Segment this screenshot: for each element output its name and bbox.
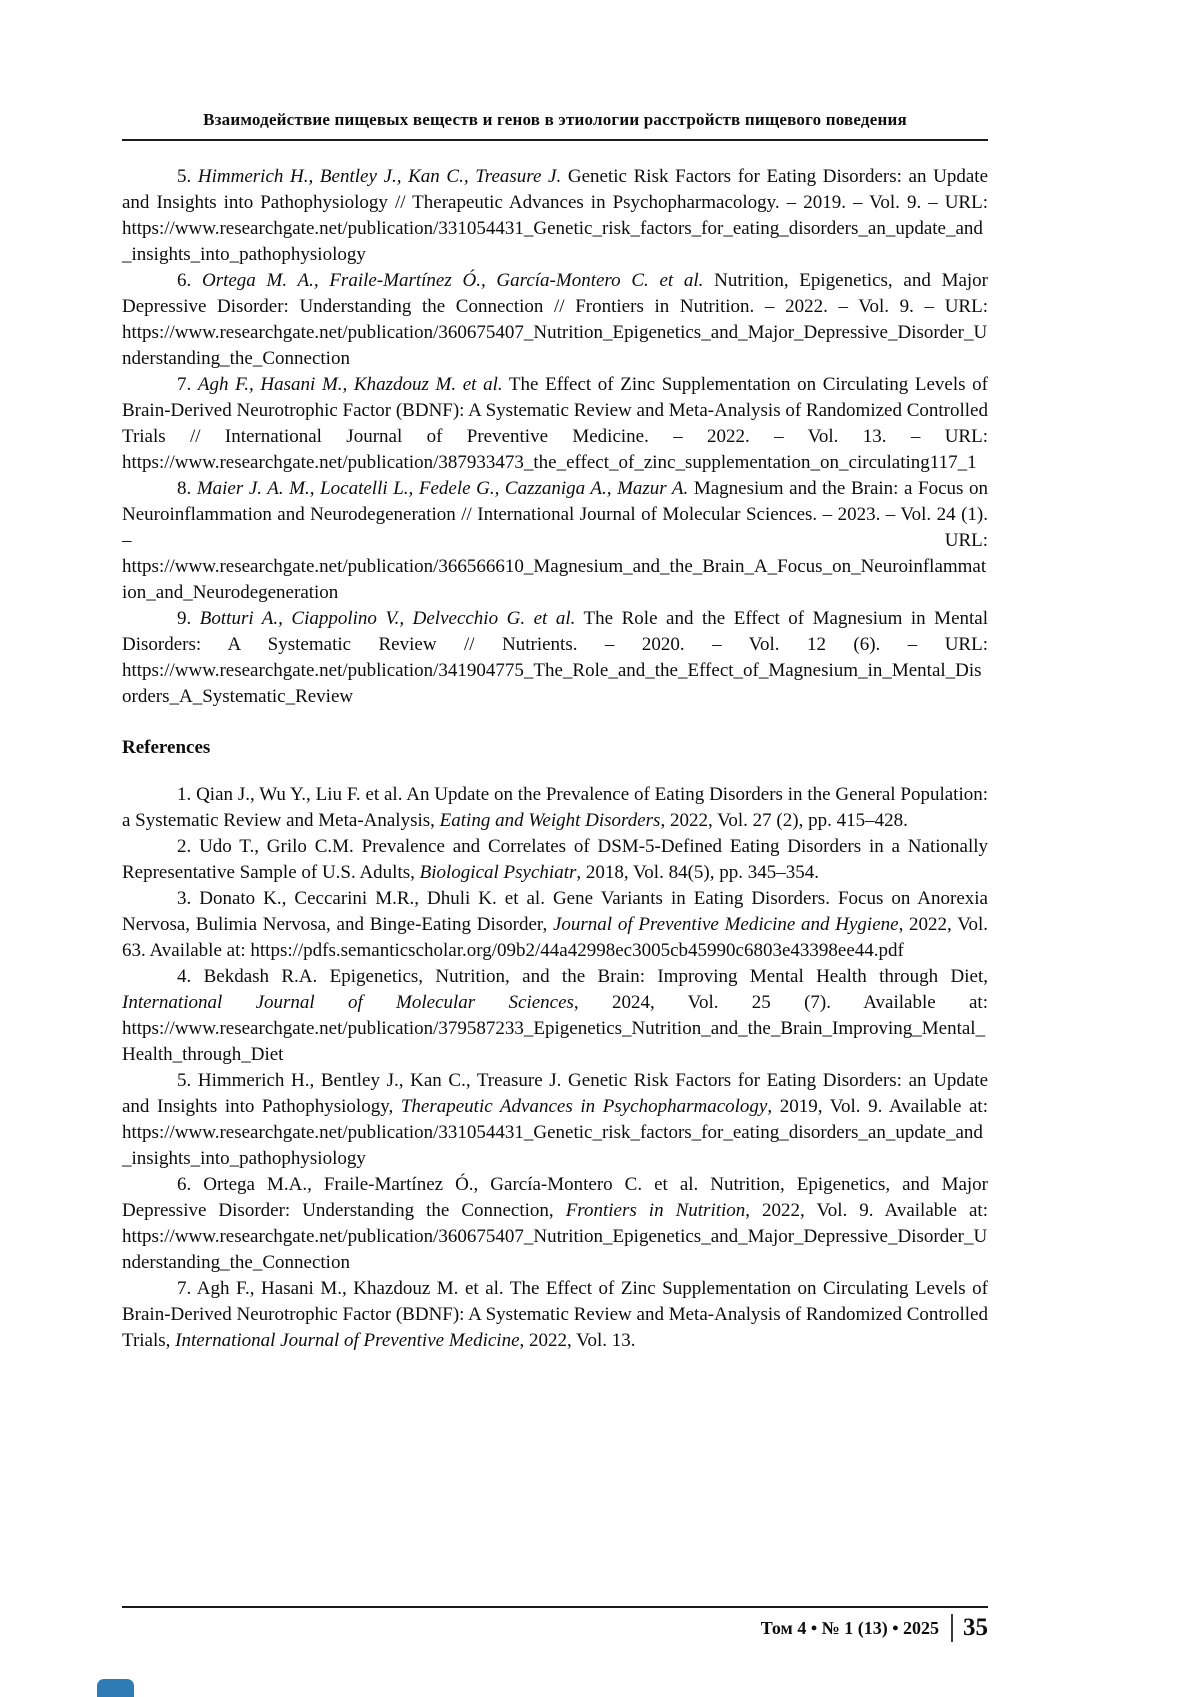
reference-text-segment: , 2022, Vol. 27 (2), pp. 415–428. — [660, 810, 908, 831]
reference-item — [122, 372, 988, 476]
corner-design-element — [97, 1679, 134, 1697]
reference-text-segment: 8. — [177, 478, 197, 499]
reference-text-segment: , 2022, Vol. 13. — [519, 1330, 636, 1351]
reference-text-segment: 7. Agh F., Hasani M., Khazdouz M. et al. The Effect of Zinc Supplementation on Circulating Levels of Brain-Derived Neurotrophic Factor (BDNF): A Systematic Review and Meta-Analysis of Randomized Controlled Trials, — [122, 1278, 988, 1351]
references-list — [122, 782, 988, 1354]
reference-item — [122, 1068, 988, 1172]
reference-text-segment: 6. Ortega M.A., Fraile-Martínez Ó., García-Montero C. et al. Nutrition, Epigenetics, and Major Depressive Disorder: Understanding the Connection, — [122, 1174, 988, 1221]
reference-text-segment: 1. Qian J., Wu Y., Liu F. et al. An Update on the Prevalence of Eating Disorders in the General Population: a Systematic Review and Meta-Analysis, — [122, 784, 988, 831]
reference-text-segment: The Role and the Effect of Magnesium in Mental Disorders: A Systematic Review // Nutrients. – 2020. – Vol. 12 (6). – URL: https://www.researchgate.net/publication/341904775_The_Role_and_the_Effect_of_Magnesium_in_Mental_Disorders_A_Systematic_Review — [122, 608, 989, 707]
reference-text-segment: Genetic Risk Factors for Eating Disorders: an Update and Insights into Pathophysiology // Therapeutic Advances in Psychopharmacology. – 2019. – Vol. 9. – URL: https://www.researchgate.net/publication/331054431_Genetic_risk_factors_for_eating_disorders_an_update_and_insights_into_pathophysiology — [122, 166, 989, 265]
issue-info: Том 4 • № 1 (13) • 2025 — [760, 1617, 939, 1638]
page-number: 35 — [963, 1614, 988, 1641]
reference-text-segment: 2. Udo T., Grilo C.M. Prevalence and Correlates of DSM-5-Defined Eating Disorders in a Nationally Representative Sample of U.S. Adults, — [122, 836, 988, 883]
footer-line — [122, 1608, 988, 1642]
reference-text-segment: Nutrition, Epigenetics, and Major Depressive Disorder: Understanding the Connection // Frontiers in Nutrition. – 2022. – Vol. 9. – URL: https://www.researchgate.net/publication/360675407_Nutrition_Epigenetics_and_Major_Depressive_Disorder_Understanding_the_Connection — [122, 270, 989, 369]
reference-italic-segment: Frontiers in Nutrition — [565, 1200, 746, 1221]
reference-text-segment: 6. — [177, 270, 202, 291]
reference-item — [122, 886, 988, 964]
page-footer — [122, 1606, 988, 1642]
reference-italic-segment: Himmerich H., Bentley J., Kan C., Treasure J. — [197, 166, 562, 187]
reference-item — [122, 606, 988, 710]
reference-text-segment: 5. Himmerich H., Bentley J., Kan C., Treasure J. Genetic Risk Factors for Eating Disorders: an Update and Insights into Pathophysiology, — [122, 1070, 988, 1117]
reference-text-segment: 4. Bekdash R.A. Epigenetics, Nutrition, and the Brain: Improving Mental Health through Diet, — [177, 966, 988, 987]
reference-item — [122, 1276, 988, 1354]
reference-text-segment: , 2022, Vol. 9. Available at: https://www.researchgate.net/publication/360675407_Nutrition_Epigenetics_and_Major_Depressive_Disorder_Understanding_the_Connection — [122, 1200, 988, 1273]
reference-text-segment: 7. — [177, 374, 198, 395]
reference-text-segment: 9. — [177, 608, 200, 629]
reference-text-segment: , 2024, Vol. 25 (7). Available at: https://www.researchgate.net/publication/379587233_Epigenetics_Nutrition_and_the_Brain_Improving_Mental_Health_through_Diet — [122, 992, 988, 1065]
reference-italic-segment: International Journal of Preventive Medicine — [175, 1330, 520, 1351]
reference-text-segment: , 2019, Vol. 9. Available at: https://www.researchgate.net/publication/331054431_Genetic_risk_factors_for_eating_disorders_an_update_and_insights_into_pathophysiology — [122, 1096, 988, 1169]
reference-item — [122, 964, 988, 1068]
reference-italic-segment: Biological Psychiatr — [419, 862, 577, 883]
reference-item — [122, 782, 988, 834]
page-header — [122, 110, 988, 141]
reference-text-segment: Magnesium and the Brain: a Focus on Neuroinflammation and Neurodegeneration // International Journal of Molecular Sciences. – 2023. – Vol. 24 (1). – URL: https://www.researchgate.net/publication/366566610_Magnesium_and_the_Brain_A_Focus_on_Neuroinflammation_and_Neurodegeneration — [122, 478, 988, 603]
reference-item — [122, 164, 988, 268]
reference-italic-segment: Maier J. A. M., Locatelli L., Fedele G., Cazzaniga A., Mazur A. — [196, 478, 689, 499]
reference-item — [122, 476, 988, 606]
reference-text-segment: , 2022, Vol. 63. Available at: https://pdfs.semanticscholar.org/09b2/44a42998ec3005cb45990c6803e43398ee44.pdf — [122, 914, 988, 961]
reference-italic-segment: Botturi A., Ciappolino V., Delvecchio G. et al. — [199, 608, 576, 629]
page-number-separator — [951, 1614, 953, 1642]
reference-italic-segment: Therapeutic Advances in Psychopharmacology — [400, 1096, 768, 1117]
reference-item — [122, 834, 988, 886]
reference-item — [122, 268, 988, 372]
reference-italic-segment: International Journal of Molecular Sciences — [122, 992, 574, 1013]
reference-item — [122, 1172, 988, 1276]
running-head-title: Взаимодействие пищевых веществ и генов в этиологии расстройств пищевого поведения — [122, 110, 988, 141]
page-body — [122, 164, 988, 1354]
references-heading: References — [122, 737, 211, 758]
reference-italic-segment: Eating and Weight Disorders — [439, 810, 661, 831]
reference-text-segment: 3. Donato K., Ceccarini M.R., Dhuli K. et al. Gene Variants in Eating Disorders. Focus on Anorexia Nervosa, Bulimia Nervosa, and Binge-Eating Disorder, — [122, 888, 988, 935]
bibliography-list-russian-style — [122, 164, 988, 710]
reference-text-segment: 5. — [177, 166, 198, 187]
reference-text-segment: , 2018, Vol. 84(5), pp. 345–354. — [576, 862, 819, 883]
reference-italic-segment: Journal of Preventive Medicine and Hygiene — [552, 914, 899, 935]
reference-italic-segment: Ortega M. A., Fraile-Martínez Ó., García-Montero C. et al. — [201, 270, 704, 291]
reference-italic-segment: Agh F., Hasani M., Khazdouz M. et al. — [197, 374, 503, 395]
reference-text-segment: The Effect of Zinc Supplementation on Circulating Levels of Brain-Derived Neurotrophic Factor (BDNF): A Systematic Review and Meta-Analysis of Randomized Controlled Trials // International Journal of Preventive Medicine. – 2022. – Vol. 13. – URL: https://www.researchgate.net/publication/387933473_the_effect_of_zinc_supplementation_on_circulating117_1 — [122, 374, 988, 473]
